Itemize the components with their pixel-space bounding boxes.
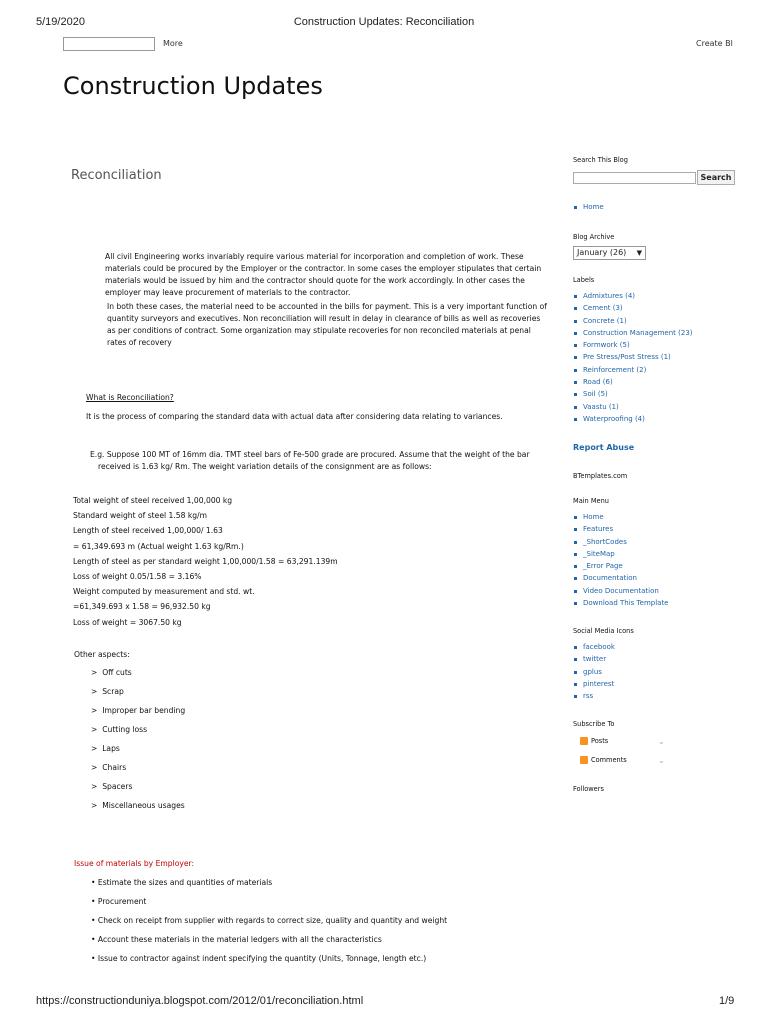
aspect-item: > Chairs [91,763,127,772]
label-link[interactable]: Vaastu (1) [573,401,723,413]
navbar-create-blog-link[interactable]: Create Bl [696,39,733,48]
navbar-more-link[interactable]: More [163,39,183,48]
issue-item: • Check on receipt from supplier with regards to correct size, quality and quantity and weight [91,916,448,925]
arrow-icon: > [91,744,103,753]
label-link[interactable]: Road (6) [573,376,723,388]
archive-selected-value: January (26) [577,248,627,257]
menu-item[interactable]: _ShortCodes [573,536,723,548]
arrow-icon: > [91,687,103,696]
chevron-down-icon[interactable]: ⌄ [658,737,665,746]
report-abuse-link[interactable]: Report Abuse [573,443,635,452]
blog-title[interactable]: Construction Updates [63,72,323,100]
calc-line: Loss of weight 0.05/1.58 = 3.16% [73,571,202,581]
issue-item: • Estimate the sizes and quantities of materials [91,878,273,887]
pages-list [573,201,723,213]
issue-item: • Issue to contractor against indent specifying the quantity (Units, Tonnage, length etc.) [91,954,427,963]
label-link[interactable]: Pre Stress/Post Stress (1) [573,351,723,363]
social-list [573,641,723,702]
intro-paragraph-1: All civil Engineering works invariably require various material for incorporation and completion of work. These materials could be procured by the Employer or the contractor. In some cases the employer stipulates that certain materials would be issued by him and the contractor should quote for the work accordingly. In other cases the employer may leave procurement of materials to the contractor. [105,252,542,297]
rss-feed-icon [580,756,588,764]
search-button[interactable]: Search [697,170,735,185]
menu-item[interactable]: Documentation [573,572,723,584]
menu-item[interactable]: _SiteMap [573,548,723,560]
label-link[interactable]: Cement (3) [573,302,723,314]
print-date: 5/19/2020 [36,16,85,28]
rss-feed-icon [580,737,588,745]
menu-item[interactable]: _Error Page [573,560,723,572]
labels-list [573,290,723,425]
navbar-search-input[interactable] [63,37,155,51]
label-link[interactable]: Soil (5) [573,388,723,400]
subscribe-heading: Subscribe To [573,720,615,728]
label-link[interactable]: Reinforcement (2) [573,364,723,376]
aspect-item: > Laps [91,744,120,753]
example-line-1: E.g. Suppose 100 MT of 16mm dia. TMT steel bars of Fe-500 grade are procured. Assume that the weight of the bar [90,450,530,459]
aspect-item: > Improper bar bending [91,706,186,715]
social-link-pinterest[interactable]: pinterest [573,678,723,690]
print-url: https://constructionduniya.blogspot.com/2012/01/reconciliation.html [36,995,364,1007]
menu-item[interactable]: Features [573,523,723,535]
social-link-twitter[interactable]: twitter [573,653,723,665]
issue-heading: Issue of materials by Employer: [74,859,195,868]
calculation-block [73,495,533,632]
archive-select[interactable] [573,246,646,260]
post-title: Reconciliation [71,168,162,183]
calc-line: Total weight of steel received 1,00,000 kg [73,496,233,505]
dropdown-arrow-icon: ▼ [636,249,642,257]
label-link[interactable]: Concrete (1) [573,315,723,327]
social-link-gplus[interactable]: gplus [573,666,723,678]
calc-line: Loss of weight = 3067.50 kg [73,617,182,627]
issue-item: • Procurement [91,897,147,906]
calc-line: =61,349.693 x 1.58 = 96,932.50 kg [73,602,211,612]
arrow-icon: > [91,725,103,734]
aspect-item: > Scrap [91,687,124,696]
label-link[interactable]: Formwork (5) [573,339,723,351]
menu-item[interactable]: Download This Template [573,597,723,609]
arrow-icon: > [91,668,103,677]
print-page-number: 1/9 [719,995,735,1007]
aspect-item: > Spacers [91,782,133,791]
btemplates-text: BTemplates.com [573,472,628,480]
social-link-facebook[interactable]: facebook [573,641,723,653]
intro-paragraph-2: In both these cases, the material need to be accounted in the bills for payment. This is a very important function of quantity surveyors and executives. Non reconciliation will result in delay in clearance of bills as well as recoveries as per conditions of contract. Some organization may stipulate recoveries for non reconciled materials at penal rates of recovery [107,302,547,347]
arrow-icon: > [91,763,103,772]
aspect-item: > Cutting loss [91,725,148,734]
archive-heading: Blog Archive [573,233,615,241]
label-link[interactable]: Admixtures (4) [573,290,723,302]
aspect-item: > Off cuts [91,668,132,677]
aspect-item: > Miscellaneous usages [91,801,185,810]
main-menu-heading: Main Menu [573,497,609,505]
subscribe-posts-link[interactable]: Posts [591,737,609,745]
arrow-icon: > [91,801,103,810]
issue-item: • Account these materials in the material ledgers with all the characteristics [91,935,382,944]
search-heading: Search This Blog [573,156,628,164]
label-link[interactable]: Waterproofing (4) [573,413,723,425]
calc-line: Weight computed by measurement and std. wt. [73,587,255,597]
other-aspects-heading: Other aspects: [74,650,130,659]
arrow-icon: > [91,706,103,715]
example-line-2: received is 1.63 kg/ Rm. The weight variation details of the consignment are as follows: [98,462,432,471]
arrow-icon: > [91,782,103,791]
sidebar-item-home[interactable]: Home [573,201,723,213]
menu-item[interactable]: Video Documentation [573,585,723,597]
followers-heading: Followers [573,785,604,793]
menu-item[interactable]: Home [573,511,723,523]
chevron-down-icon[interactable]: ⌄ [658,756,665,765]
search-input[interactable] [573,172,696,184]
what-text: It is the process of comparing the standard data with actual data after considering data relating to variances. [86,412,503,421]
what-heading: What is Reconciliation? [86,393,174,402]
calc-line: Standard weight of steel 1.58 kg/m [73,511,208,521]
label-link[interactable]: Construction Management (23) [573,327,723,339]
calc-line: Length of steel received 1,00,000/ 1.63 [73,526,223,536]
labels-heading: Labels [573,276,595,284]
calc-line: = 61,349.693 m (Actual weight 1.63 kg/Rm.) [73,541,244,551]
social-heading: Social Media Icons [573,627,634,635]
subscribe-comments-link[interactable]: Comments [591,756,627,764]
calc-line: Length of steel as per standard weight 1,00,000/1.58 = 63,291.139m [73,556,338,566]
social-link-rss[interactable]: rss [573,690,723,702]
main-menu-list [573,511,723,609]
print-title: Construction Updates: Reconciliation [293,16,475,28]
